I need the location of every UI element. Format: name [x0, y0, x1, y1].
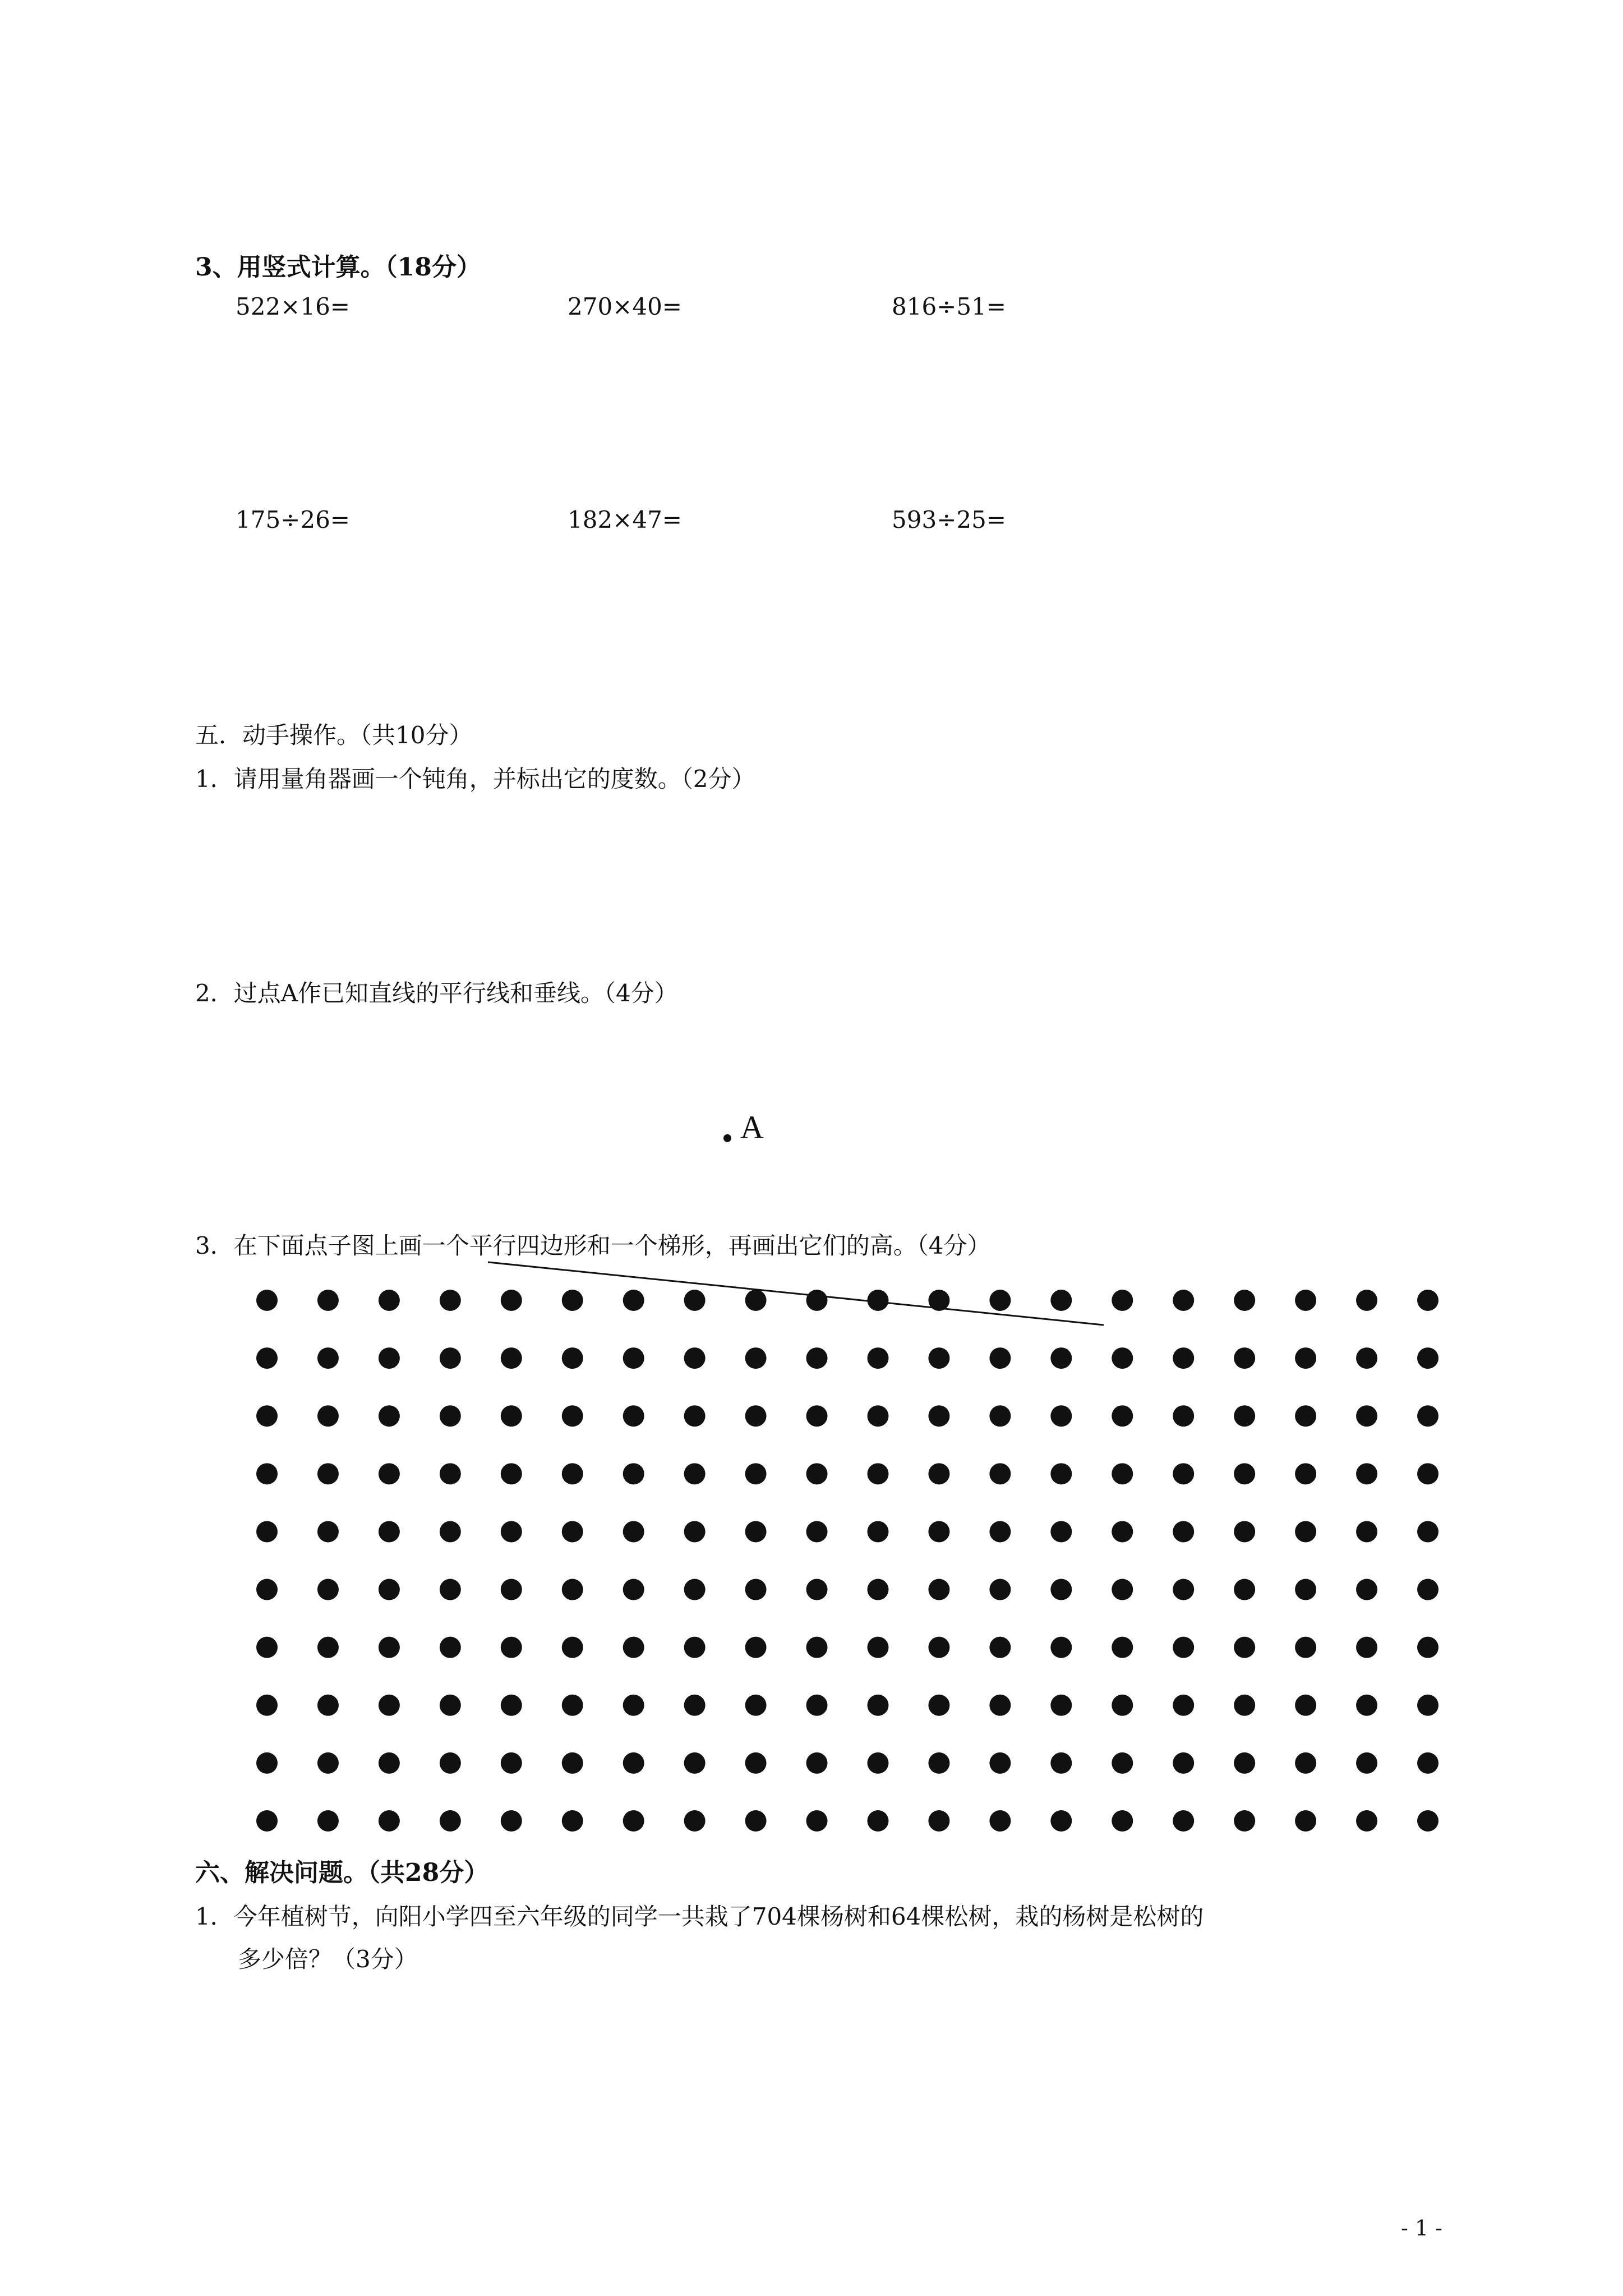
grid-dot [623, 1752, 644, 1774]
grid-dot [1112, 1752, 1133, 1774]
grid-dot [1356, 1347, 1377, 1369]
grid-dot [1050, 1405, 1072, 1427]
grid-dot [1234, 1463, 1255, 1484]
grid-dot [1356, 1695, 1377, 1716]
grid-dot [989, 1695, 1011, 1716]
grid-dot [806, 1405, 828, 1427]
grid-dot [440, 1463, 461, 1484]
grid-dot [867, 1810, 888, 1832]
page-number: - 1 - [1401, 2216, 1443, 2240]
grid-dot [562, 1579, 583, 1600]
grid-dot [867, 1290, 888, 1311]
grid-dot [1173, 1810, 1194, 1832]
grid-dot [1417, 1637, 1438, 1658]
grid-dot [1234, 1405, 1255, 1427]
grid-dot [1295, 1521, 1316, 1542]
grid-dot [684, 1637, 706, 1658]
grid-dot [867, 1347, 888, 1369]
grid-dot [806, 1579, 828, 1600]
grid-dot [989, 1810, 1011, 1832]
grid-dot [440, 1290, 461, 1311]
grid-dot [256, 1463, 278, 1484]
grid-dot [623, 1290, 644, 1311]
grid-dot [440, 1695, 461, 1716]
grid-dot [1173, 1579, 1194, 1600]
grid-dot [501, 1347, 522, 1369]
grid-dot [684, 1405, 706, 1427]
grid-dot [928, 1579, 949, 1600]
grid-dot [501, 1810, 522, 1832]
grid-dot [623, 1579, 644, 1600]
grid-dot [562, 1695, 583, 1716]
grid-dot [1173, 1405, 1194, 1427]
grid-dot [1173, 1290, 1194, 1311]
grid-dot [745, 1695, 767, 1716]
grid-dot [1112, 1521, 1133, 1542]
grid-dot [928, 1810, 949, 1832]
section5-question-2: 2．过点A作已知直线的平行线和垂线。（4分） [195, 979, 678, 1007]
grid-dot [867, 1695, 888, 1716]
grid-dot [1234, 1810, 1255, 1832]
section6-question-1-line1: 1．今年植树节，向阳小学四至六年级的同学一共栽了704棵杨树和64棵松树，栽的杨树是松树的 [195, 1903, 1204, 1930]
grid-dot [562, 1405, 583, 1427]
grid-dot [1234, 1695, 1255, 1716]
grid-dot [1295, 1637, 1316, 1658]
grid-dot [1050, 1810, 1072, 1832]
grid-dot [989, 1521, 1011, 1542]
grid-dot [256, 1579, 278, 1600]
grid-dot [501, 1405, 522, 1427]
grid-dot [256, 1752, 278, 1774]
grid-dot [1234, 1579, 1255, 1600]
section6-title: 六、解决问题。（共28分） [195, 1858, 489, 1887]
grid-dot [1356, 1405, 1377, 1427]
grid-dot [379, 1579, 400, 1600]
section6-question-1-line2: 多少倍？（3分） [238, 1945, 418, 1973]
grid-dot [867, 1405, 888, 1427]
expr-182x47: 182×47= [568, 506, 682, 533]
grid-dot [1173, 1347, 1194, 1369]
point-a-label: A [740, 1109, 764, 1145]
section3-title: 3、用竖式计算。（18分） [195, 253, 481, 282]
grid-dot [256, 1695, 278, 1716]
grid-dot [684, 1290, 706, 1311]
grid-dot [989, 1347, 1011, 1369]
grid-dot [928, 1347, 949, 1369]
grid-dot [745, 1810, 767, 1832]
grid-dot [562, 1521, 583, 1542]
grid-dot [1417, 1463, 1438, 1484]
grid-dot [1234, 1521, 1255, 1542]
grid-dot [1050, 1752, 1072, 1774]
grid-dot [928, 1405, 949, 1427]
grid-dot [1112, 1637, 1133, 1658]
grid-dot [1417, 1290, 1438, 1311]
grid-dot [1417, 1752, 1438, 1774]
grid-dot [1112, 1810, 1133, 1832]
grid-dot [1417, 1695, 1438, 1716]
grid-dot [1234, 1347, 1255, 1369]
grid-dot [623, 1810, 644, 1832]
grid-dot [1050, 1463, 1072, 1484]
grid-dot [379, 1290, 400, 1311]
grid-dot [562, 1637, 583, 1658]
grid-dot [1234, 1637, 1255, 1658]
grid-dot [317, 1521, 339, 1542]
grid-dot [806, 1752, 828, 1774]
grid-dot [317, 1290, 339, 1311]
grid-dot [440, 1579, 461, 1600]
grid-dot [256, 1290, 278, 1311]
grid-dot [1234, 1290, 1255, 1311]
grid-dot [867, 1521, 888, 1542]
grid-dot [1295, 1695, 1316, 1716]
grid-dot [684, 1810, 706, 1832]
grid-dot [317, 1637, 339, 1658]
grid-dot [440, 1810, 461, 1832]
grid-dot [1173, 1695, 1194, 1716]
grid-dot [745, 1405, 767, 1427]
grid-dot [1234, 1752, 1255, 1774]
grid-dot [317, 1695, 339, 1716]
grid-dot [684, 1752, 706, 1774]
grid-dot [867, 1463, 888, 1484]
grid-dot [501, 1579, 522, 1600]
expr-816div51: 816÷51= [892, 293, 1006, 320]
grid-dot [1112, 1579, 1133, 1600]
grid-dot [379, 1695, 400, 1716]
grid-dot [623, 1405, 644, 1427]
grid-dot [989, 1637, 1011, 1658]
grid-dot [379, 1347, 400, 1369]
grid-dot [867, 1579, 888, 1600]
grid-dot [745, 1752, 767, 1774]
grid-dot [806, 1463, 828, 1484]
grid-dot [379, 1810, 400, 1832]
grid-dot [623, 1347, 644, 1369]
grid-dot [806, 1810, 828, 1832]
grid-dot [440, 1405, 461, 1427]
grid-dot [1173, 1521, 1194, 1542]
grid-dot [1356, 1521, 1377, 1542]
grid-dot [1295, 1810, 1316, 1832]
grid-dot [562, 1290, 583, 1311]
expr-175div26: 175÷26= [236, 506, 350, 533]
grid-dot [1112, 1695, 1133, 1716]
grid-dot [1295, 1579, 1316, 1600]
grid-dot [928, 1695, 949, 1716]
grid-dot [745, 1579, 767, 1600]
grid-dot [256, 1637, 278, 1658]
grid-dot [440, 1521, 461, 1542]
grid-dot [684, 1695, 706, 1716]
section5-question-1: 1．请用量角器画一个钝角，并标出它的度数。（2分） [195, 765, 755, 793]
section5-question-3: 3．在下面点子图上画一个平行四边形和一个梯形，再画出它们的高。（4分） [195, 1232, 991, 1259]
grid-dot [1112, 1347, 1133, 1369]
grid-dot [317, 1810, 339, 1832]
grid-dot [317, 1463, 339, 1484]
grid-dot [562, 1752, 583, 1774]
grid-dot [317, 1752, 339, 1774]
grid-dot [1050, 1695, 1072, 1716]
grid-dot [1356, 1290, 1377, 1311]
grid-dot [379, 1637, 400, 1658]
grid-dot [440, 1637, 461, 1658]
grid-dot [989, 1579, 1011, 1600]
grid-dot [562, 1810, 583, 1832]
grid-dot [867, 1637, 888, 1658]
grid-dot [1050, 1637, 1072, 1658]
grid-dot [1356, 1579, 1377, 1600]
grid-dot [684, 1579, 706, 1600]
grid-dot [684, 1521, 706, 1542]
grid-dot [623, 1463, 644, 1484]
grid-dot [317, 1405, 339, 1427]
grid-dot [501, 1695, 522, 1716]
grid-dot [440, 1752, 461, 1774]
grid-dot [623, 1637, 644, 1658]
grid-dot [806, 1290, 828, 1311]
grid-dot [256, 1521, 278, 1542]
grid-dot [1295, 1347, 1316, 1369]
grid-dot [745, 1347, 767, 1369]
grid-dot [1173, 1463, 1194, 1484]
grid-dot [379, 1752, 400, 1774]
grid-dot [501, 1463, 522, 1484]
grid-dot [623, 1695, 644, 1716]
expr-522x16: 522×16= [236, 293, 350, 320]
expr-270x40: 270×40= [568, 293, 682, 320]
grid-dot [806, 1521, 828, 1542]
grid-dot [1112, 1290, 1133, 1311]
grid-dot [1356, 1810, 1377, 1832]
grid-dot [867, 1752, 888, 1774]
grid-dot [1295, 1290, 1316, 1311]
grid-dot [684, 1347, 706, 1369]
grid-dot [928, 1637, 949, 1658]
grid-dot [379, 1405, 400, 1427]
grid-dot [1417, 1810, 1438, 1832]
grid-dot [501, 1290, 522, 1311]
grid-dot [1417, 1347, 1438, 1369]
grid-dot [1295, 1752, 1316, 1774]
grid-dot [684, 1463, 706, 1484]
grid-dot [1417, 1405, 1438, 1427]
expr-593div25: 593÷25= [892, 506, 1006, 533]
section5-title: 五．动手操作。（共10分） [195, 721, 473, 749]
grid-dot [928, 1463, 949, 1484]
grid-dot [806, 1347, 828, 1369]
grid-dot [1112, 1405, 1133, 1427]
grid-dot [1050, 1579, 1072, 1600]
grid-dot [379, 1463, 400, 1484]
grid-dot [745, 1521, 767, 1542]
grid-dot [1417, 1579, 1438, 1600]
grid-dot [1356, 1463, 1377, 1484]
grid-dot [1295, 1463, 1316, 1484]
grid-dot [501, 1521, 522, 1542]
grid-dot [989, 1463, 1011, 1484]
grid-dot [928, 1521, 949, 1542]
grid-dot [989, 1405, 1011, 1427]
grid-dot [440, 1347, 461, 1369]
grid-dot [928, 1752, 949, 1774]
grid-dot [745, 1463, 767, 1484]
grid-dot [501, 1752, 522, 1774]
grid-dot [1173, 1637, 1194, 1658]
grid-dot [1356, 1637, 1377, 1658]
grid-dot [1112, 1463, 1133, 1484]
grid-dot [806, 1695, 828, 1716]
grid-dot [562, 1463, 583, 1484]
grid-dot [1356, 1752, 1377, 1774]
grid-dot [1173, 1752, 1194, 1774]
grid-dot [989, 1752, 1011, 1774]
grid-dot [562, 1347, 583, 1369]
grid-dot [1417, 1521, 1438, 1542]
grid-dot [745, 1290, 767, 1311]
grid-dot [928, 1290, 949, 1311]
grid-dot [806, 1637, 828, 1658]
grid-dot [1295, 1405, 1316, 1427]
grid-dot [623, 1521, 644, 1542]
grid-dot [379, 1521, 400, 1542]
grid-dot [256, 1347, 278, 1369]
grid-dot [256, 1810, 278, 1832]
grid-dot [317, 1347, 339, 1369]
grid-dot [989, 1290, 1011, 1311]
grid-dot [1050, 1290, 1072, 1311]
grid-dot [1050, 1347, 1072, 1369]
grid-dot [317, 1579, 339, 1600]
grid-dot [501, 1637, 522, 1658]
grid-dot [1050, 1521, 1072, 1542]
grid-dot [256, 1405, 278, 1427]
grid-dot [745, 1637, 767, 1658]
